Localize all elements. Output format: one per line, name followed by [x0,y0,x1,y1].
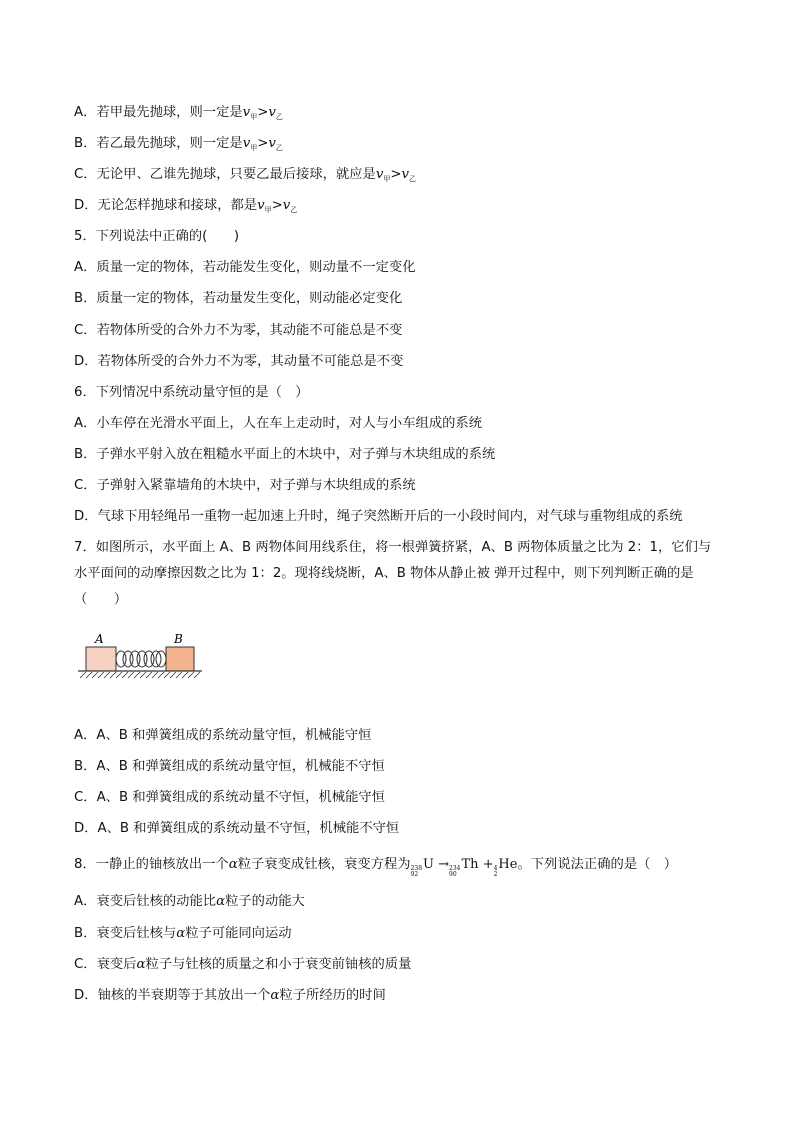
spring-blocks-figure [74,630,204,684]
greater-sign: > [271,198,283,213]
subscript: 甲 [250,113,258,121]
q5-stem: 5．下列说法中正确的( ) [74,229,240,244]
option-text: C．无论甲、乙谁先抛球，只要乙最后接球，就应是 [74,167,376,182]
q8-option-c: C．衰变后α粒子与钍核的质量之和小于衰变前铀核的质量 [74,957,412,972]
q8-stem [74,856,677,878]
subscript: 甲 [264,206,272,214]
stem-text: 8．一静止的铀核放出一个 [74,857,229,872]
option-text: A．若甲最先抛球，则一定是 [74,105,243,120]
greater-sign: > [257,105,269,120]
q6-option-c: C．子弹射入紧靠墙角的木块中，对子弹与木块组成的系统 [74,478,416,493]
q6-option-a: A．小车停在光滑水平面上，人在车上走动时，对人与小车组成的系统 [74,416,483,431]
subscript: 乙 [275,144,283,152]
label-b: B [174,632,183,646]
subscript: 乙 [409,175,417,183]
q8-option-d: D．铀核的半衰期等于其放出一个α粒子所经历的时间 [74,988,386,1003]
subscript: 乙 [290,206,298,214]
velocity-symbol: v [268,105,276,120]
stem-text: 粒子衰变成钍核，衰变方程为 [237,857,411,872]
alpha-symbol: α [176,926,186,941]
greater-sign: > [390,167,402,182]
option-text: D．无论怎样抛球和接球，都是 [74,198,258,213]
q6-option-b: B．子弹水平射入放在粗糙水平面上的木块中，对子弹与木块组成的系统 [74,447,496,462]
stem-text: 。下列说法正确的是（ ） [517,857,678,872]
alpha-symbol: α [270,988,280,1003]
q5-option-a: A．质量一定的物体，若动能发生变化，则动量不一定变化 [74,260,416,275]
q4-option-b [74,135,283,157]
velocity-symbol: v [401,167,410,182]
velocity-symbol: v [375,167,384,182]
spring-icon [116,651,166,667]
subscript: 甲 [383,175,391,183]
velocity-symbol: v [242,136,251,151]
alpha-symbol: α [228,857,238,872]
q7-option-a: A．A、B 和弹簧组成的系统动量守恒，机械能守恒 [74,728,372,743]
q4-option-d [74,197,297,219]
q7-option-c: C．A、B 和弹簧组成的系统动量不守恒，机械能守恒 [74,790,385,805]
alpha-symbol: α [216,894,226,909]
velocity-symbol: v [282,198,291,213]
alpha-symbol: α [136,957,146,972]
velocity-symbol: v [268,136,276,151]
block-a [86,647,116,671]
q7-option-d: D．A、B 和弹簧组成的系统动量不守恒，机械能不守恒 [74,821,400,836]
q5-option-c: C．若物体所受的合外力不为零，其动能不可能总是不变 [74,323,403,338]
ground-hatching [80,672,200,678]
q6-stem: 6．下列情况中系统动量守恒的是（ ） [74,385,309,400]
q5-option-d: D．若物体所受的合外力不为零，其动量不可能总是不变 [74,354,404,369]
velocity-symbol: v [242,105,251,120]
decay-equation: 238 92 U → 234 90 Th + 4 2 He [410,857,518,878]
q6-option-d: D．气球下用轻绳吊一重物一起加速上升时，绳子突然断开后的一小段时间内，对气球与重物组成的系统 [74,509,683,524]
q7-stem: 7．如图所示，水平面上 A、B 两物体间用线系住，将一根弹簧挤紧，A、B 两物体质量之比为 2：1，它们与水平面间的动摩擦因数之比为 1：2。现将线烧断，A、B 物体从静止被 弹开过程中，则下列判断正确的是（ ） [74,540,712,607]
q7-option-b: B．A、B 和弹簧组成的系统动量守恒，机械能不守恒 [74,759,385,774]
q4-option-c [74,166,416,188]
q4-option-a [74,104,283,126]
velocity-symbol: v [257,198,265,213]
q5-option-b: B．质量一定的物体，若动量发生变化，则动能必定变化 [74,291,403,306]
block-b [166,647,194,671]
q8-option-a: A．衰变后钍核的动能比α粒子的动能大 [74,894,305,909]
q8-option-b: B．衰变后钍核与α粒子可能同向运动 [74,926,292,941]
subscript: 乙 [275,113,283,121]
option-text: B．若乙最先抛球，则一定是 [74,136,243,151]
greater-sign: > [257,136,269,151]
label-a: A [95,632,104,646]
subscript: 甲 [250,144,258,152]
